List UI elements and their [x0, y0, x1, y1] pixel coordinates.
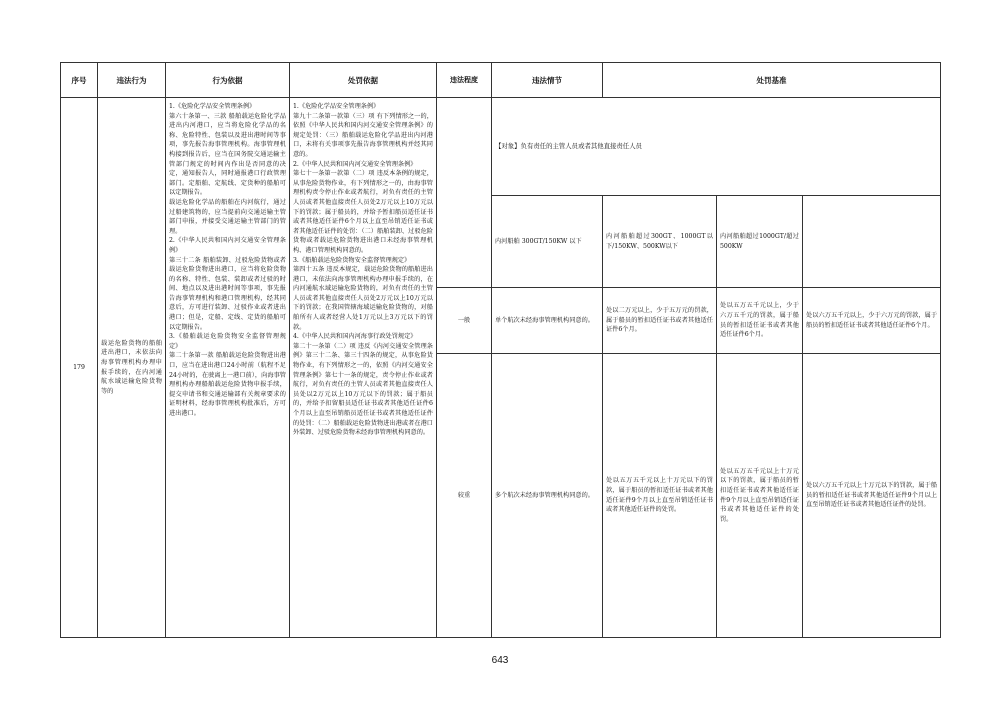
header-penalty-basis: 处罚依据	[290, 63, 437, 98]
tonnage-blank	[803, 196, 941, 288]
standard-serious-2: 处以五万五千元以上十万元以下的罚款，属于船员的暂扣适任证书或者其他适任证件9个月以上直至吊销适任证书或者其他适任证件的处罚。	[717, 354, 803, 638]
standard-serious-3: 处以六万五千元以上十万元以下的罚款，属于船员的暂扣适任证书或者其他适任证件9个月以上直至吊销适任证书或者其他适任证件的处罚。	[803, 354, 941, 638]
page-number: 643	[491, 655, 509, 666]
header-no: 序号	[61, 63, 98, 98]
row-number: 179	[61, 98, 98, 638]
object-text: 【对象】负有责任的主管人员或者其他直接责任人员	[492, 98, 941, 196]
standard-general-1: 处以二万元以上，少于五万元的罚款，属于船员的暂扣适任证书或者其他适任证件6个月。	[603, 288, 717, 354]
header-row	[61, 63, 941, 98]
tonnage-header-2: 内河船舶超过300GT、1000GT以下/150KW、500KW以下	[603, 196, 717, 288]
standard-general-2: 处以五万五千元以上，少于六万五千元的罚款，属于船员的暂扣适任证书或者其他适任证件6个月。	[717, 288, 803, 354]
header-degree: 违法程度	[437, 63, 492, 98]
penalty-basis: 1.《危险化学品安全管理条例》 第九十二条第一款第（三）项 有下列情形之一的，依照《中华人民共和国内河交通安全管理条例》的规定处罚：（三）船舶载运危险化学品进出内河港口，未将有关事项事先报告海事管理机构并经其同意的。 2.《中华人民共和国内河交通安全管理条例》 第七十一条第一款第（二）项 违反本条例的规定，从事危险货物作业，有下列情形之一的，由海事管理机构责令停止作业或者航行，对负有责任的主管人员或者其他直接责任人员处2万元以上10万元以下的罚款；属于船员的，并给予暂扣船员适任证书或者其他适任证件6个月以上直至吊销适任证书或者其他适任证件的处罚：（二）船舶装卸、过驳危险货物或者载运危险货物进出港口未经海事管理机构、港口管理机构同意的。 3.《船舶载运危险货物安全监督管理规定》 第四十五条 违反本规定，载运危险货物的船舶进出港口，未依法向海事管理机构办理申报手续的，在内河通航水域运输危险货物的，对负有责任的主管人员或者其他直接责任人员处2万元以上10万元以下的罚款；在我国管辖海域运输危险货物的，对船舶所有人或者经营人处1万元以上3万元以下的罚款。 4.《中华人民共和国内河海事行政处罚规定》 第二十一条第（二）项 违反《内河交通安全管理条例》第三十二条、第三十四条的规定，从事危险货物作业，有下列情形之一的，依照《内河交通安全管理条例》第七十一条的规定，责令停止作业或者航行，对负有责任的主管人员或者其他直接责任人员处以2万元以上10万元以下的罚款；属于船员的，并给予扣留船员适任证书或者其他适任证件6个月以上直至吊销船员适任证书或者其他适任证件的处罚：（二）船舶载运危险货物进出港或者在港口外装卸、过驳危险货物未经海事管理机构同意的。	[290, 98, 437, 638]
degree-serious: 较重	[437, 354, 492, 638]
table-row	[61, 98, 941, 196]
penalty-standard-table	[60, 62, 941, 638]
standard-serious-1: 处以五万五千元以上十万元以下的罚款，属于船员的暂扣适任证书或者其他适任证件9个月以上直至吊销适任证书或者其他适任证件的处罚。	[603, 354, 717, 638]
header-act: 违法行为	[98, 63, 166, 98]
header-standard: 处罚基准	[603, 63, 941, 98]
header-behavior-basis: 行为依据	[166, 63, 290, 98]
degree-general: 一般	[437, 288, 492, 354]
circumstance-serious: 多个航次未经海事管理机构同意的。	[492, 354, 603, 638]
degree-empty	[437, 98, 492, 288]
behavior-basis: 1.《危险化学品安全管理条例》 第六十条第一、三款 船舶载运危险化学品进出内河港口，应当将危险化学品的名称、危险特性、包装以及进出港时间等事项，事先报告海事管理机构。海事管理机构接到报告后，应当在国务院交通运输主管部门规定的时间内作出是否同意的决定，通知报告人，同时通报港口行政管理部门。定船舶、定航线、定货种的船舶可以定期报告。 载运危险化学品的船舶在内河航行，通过过船建筑物的，应当提前向交通运输主管部门申报，并接受交通运输主管部门的管理。 2.《中华人民共和国内河交通安全管理条例》 第三十二条 船舶装卸、过驳危险货物或者载运危险货物进出港口，应当将危险货物的名称、特性、包装、装卸或者过驳的时间、地点以及进出港时间等事项，事先报告海事管理机构和港口管理机构，经其同意后，方可进行装卸、过驳作业或者进出港口；但是，定船、定线、定货的船舶可以定期报告。 3.《船舶载运危险货物安全监督管理规定》 第二十条第一款 船舶载运危险货物进出港口，应当在进出港口24小时前（航程不足24小时的，在驶离上一港口前），向海事管理机构办理船舶载运危险货物申报手续，提交申请书和交通运输部有关规章要求的证明材料，经海事管理机构批准后，方可进出港口。	[166, 98, 290, 638]
tonnage-header-3: 内河船舶超过1000GT/超过500KW	[717, 196, 803, 288]
tonnage-header-1: 内河船舶 300GT/150KW 以下	[492, 196, 603, 288]
circumstance-general: 单个航次未经海事管理机构同意的。	[492, 288, 603, 354]
header-circumstance: 违法情节	[492, 63, 603, 98]
violation-act: 载运危险货物的船舶进出港口，未依法向海事管理机构办理申报手续的，在内河通航水域运输危险货物等的	[98, 98, 166, 638]
standard-general-3: 处以六万五千元以上，少于六万元的罚款，属于船员的暂扣适任证书或者其他适任证件6个月。	[803, 288, 941, 354]
